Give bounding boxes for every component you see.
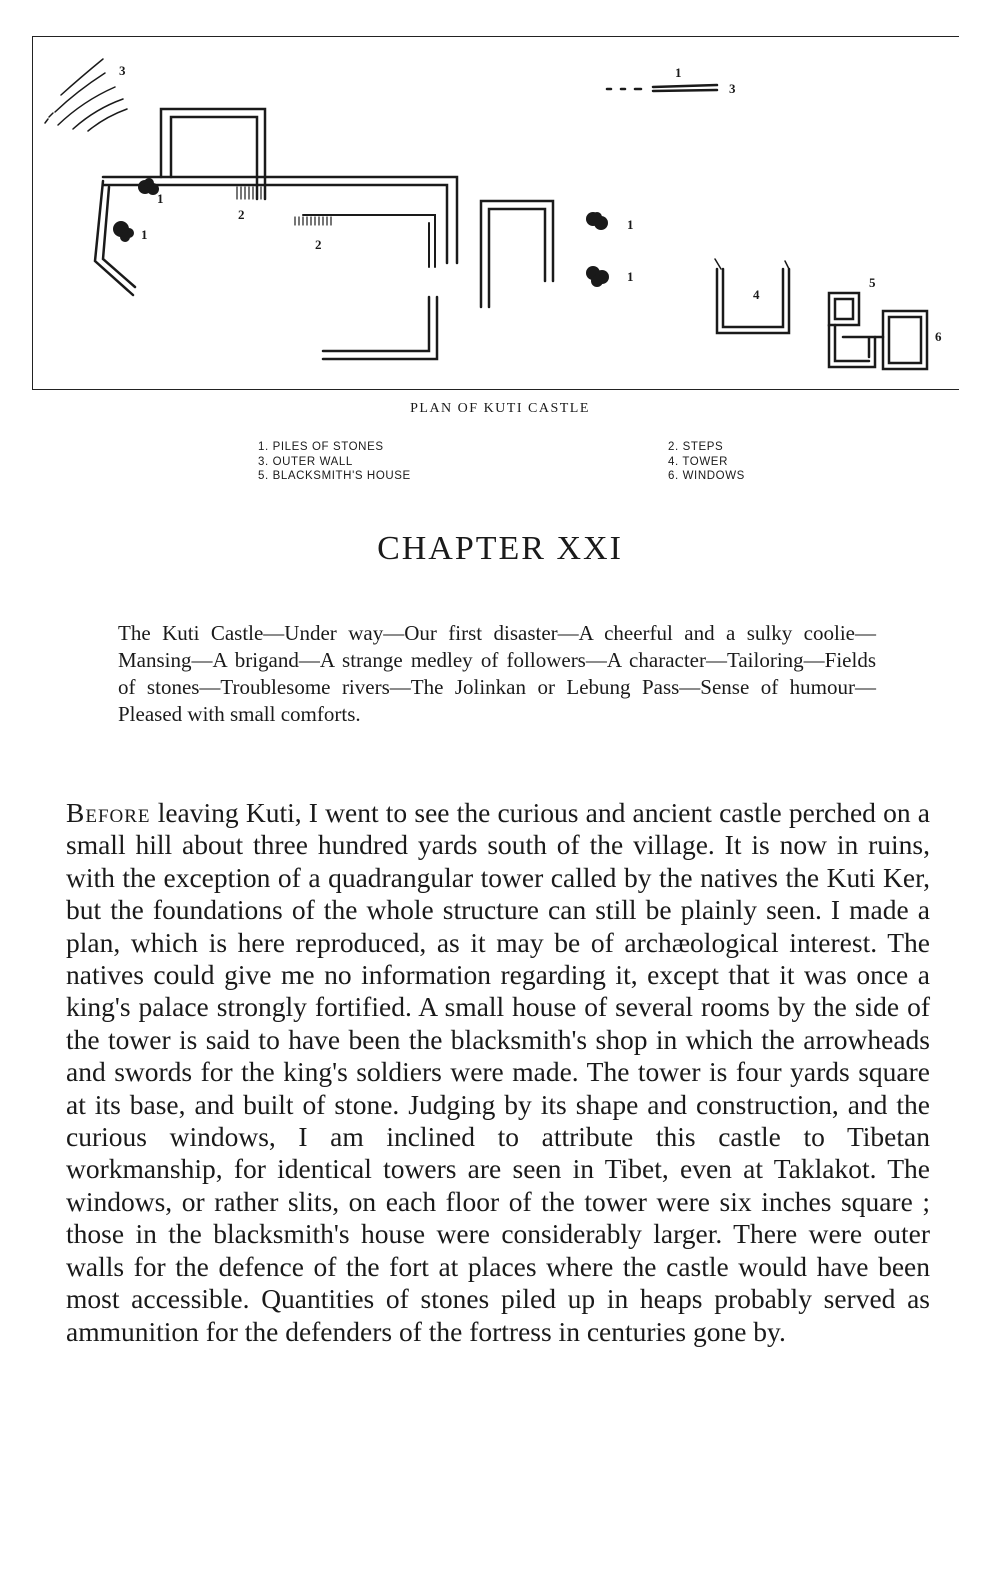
marker-4: 4 [753, 287, 760, 302]
plan-lower-wall [323, 297, 437, 359]
marker-2: 2 [238, 207, 245, 222]
marker-1: 1 [157, 191, 164, 206]
marker-6: 6 [935, 329, 942, 344]
plan-steps [237, 187, 331, 225]
legend-item: 6. WINDOWS [668, 470, 745, 482]
body-paragraph [66, 797, 930, 1348]
marker-1: 1 [627, 269, 634, 284]
marker-3-top-right: 3 [729, 81, 736, 96]
chapter-title: CHAPTER XXI [377, 530, 623, 567]
castle-plan-figure [32, 36, 959, 390]
marker-1: 1 [675, 65, 682, 80]
plan-middle-structure [481, 201, 553, 307]
marker-1: 1 [627, 217, 634, 232]
marker-1: 1 [141, 227, 148, 242]
legend-item: 4. TOWER [668, 455, 728, 468]
marker-3-top-left: 3 [119, 63, 126, 78]
plan-caption: PLAN OF KUTI CASTLE [410, 401, 590, 416]
chapter-summary: The Kuti Castle—Under way—Our first disaster—A cheerful and a sulky coolie—Mansing—A brigand—A strange medley of followers—A character—Tailoring—Fields of stones—Troublesome rivers—The Jolinkan or Lebung Pass—Sense of humour—Pleased with small comforts. [118, 621, 876, 726]
plan-legend-right [668, 440, 745, 484]
outer-wall-hatching [45, 59, 127, 131]
legend-item: 2. STEPS [668, 441, 724, 453]
paragraph-lead-word: Before [66, 797, 151, 828]
paragraph-text: leaving Kuti, I went to see the curious and ancient castle perched on a small hill about three hundred yards south of the village. It is now in ruins, with the exception of a quadrangular tower called by the natives the Kuti Ker, but the foundations of the whole structure can still be plainly seen. I made a plan, which is here reproduced, as it may be of archæological interest. The natives could give me no information regarding it, except that it was once a king's palace strongly fortified. A small house of several rooms by the side of the tower is said to have been the blacksmith's shop in which the arrowheads and swords for the king's soldiers were made. The tower is four yards square at its base, and built of stone. Judging by its shape and construction, and the curious windows, I am inclined to attribute this castle to Tibetan workmanship, for identical towers are seen in Tibet, even at Taklakot. The windows, or rather slits, on each floor of the tower were six inches square ; those in the blacksmith's house were considerably larger. There were outer walls for the defence of the fort at places where the castle would have been most accessible. Quantities of stones piled up in heaps probably served as ammunition for the defenders of the fortress in centuries gone by. [66, 797, 930, 1347]
plan-legend-left [258, 440, 411, 484]
plan-outer-wall-segment [607, 85, 717, 91]
plan-blacksmith-house [829, 293, 927, 369]
legend-item: 1. PILES OF STONES [258, 441, 384, 453]
legend-item: 5. BLACKSMITH'S HOUSE [258, 470, 411, 482]
plan-stone-piles [113, 178, 609, 287]
marker-5: 5 [869, 275, 876, 290]
legend-item: 3. OUTER WALL [258, 455, 353, 468]
marker-2: 2 [315, 237, 322, 252]
castle-plan-drawing [33, 37, 959, 389]
